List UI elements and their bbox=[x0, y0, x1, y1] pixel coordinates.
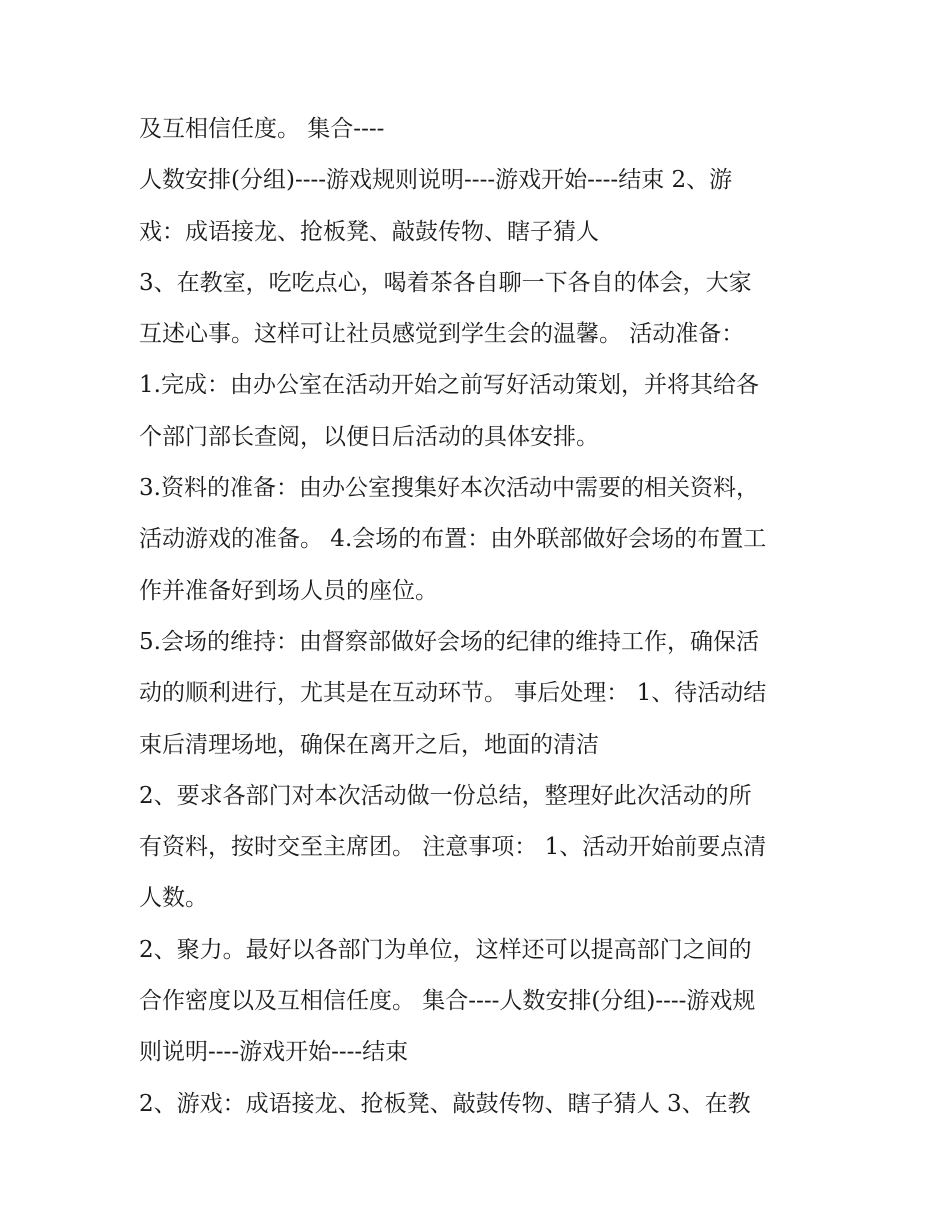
text-line: 作并准备好到场人员的座位。 bbox=[139, 577, 438, 604]
text-line: 有资料，按时交至主席团。 注意事项： 1、活动开始前要点清 bbox=[139, 834, 767, 861]
text-line: 人数。 bbox=[139, 885, 208, 912]
text-line: 2、要求各部门对本次活动做一份总结，整理好此次活动的所 bbox=[139, 782, 752, 809]
text-line: 2、游戏：成语接龙、抢板凳、敲鼓传物、瞎子猜人 3、在教 bbox=[139, 1090, 751, 1117]
text-line: 个部门部长查阅，以便日后活动的具体安排。 bbox=[139, 423, 599, 450]
text-line: 人数安排(分组)----游戏规则说明----游戏开始----结束 2、游 bbox=[139, 167, 733, 194]
text-line: 束后清理场地，确保在离开之后，地面的清洁 bbox=[139, 731, 599, 758]
text-line: 互述心事。这样可让社员感觉到学生会的温馨。 活动准备： bbox=[139, 321, 745, 348]
text-line: 戏：成语接龙、抢板凳、敲鼓传物、瞎子猜人 bbox=[139, 218, 599, 245]
text-line: 1.完成：由办公室在活动开始之前写好活动策划，并将其给各 bbox=[139, 372, 759, 399]
document-body bbox=[139, 104, 819, 1130]
text-line: 活动游戏的准备。 4.会场的布置：由外联部做好会场的布置工 bbox=[139, 526, 767, 553]
text-line: 则说明----游戏开始----结束 bbox=[139, 1039, 409, 1066]
text-line: 2、聚力。最好以各部门为单位，这样还可以提高部门之间的 bbox=[139, 936, 752, 963]
text-line: 合作密度以及互相信任度。 集合----人数安排(分组)----游戏规 bbox=[139, 988, 756, 1015]
text-line: 3、在教室，吃吃点心，喝着茶各自聊一下各自的体会，大家 bbox=[139, 269, 752, 296]
text-line: 动的顺利进行，尤其是在互动环节。 事后处理： 1、待活动结 bbox=[139, 680, 767, 707]
text-line: 及互相信任度。 集合---- bbox=[139, 116, 385, 142]
text-line: 5.会场的维持：由督察部做好会场的纪律的维持工作，确保活 bbox=[139, 628, 759, 655]
text-line: 3.资料的准备：由办公室搜集好本次活动中需要的相关资料， bbox=[139, 475, 759, 502]
